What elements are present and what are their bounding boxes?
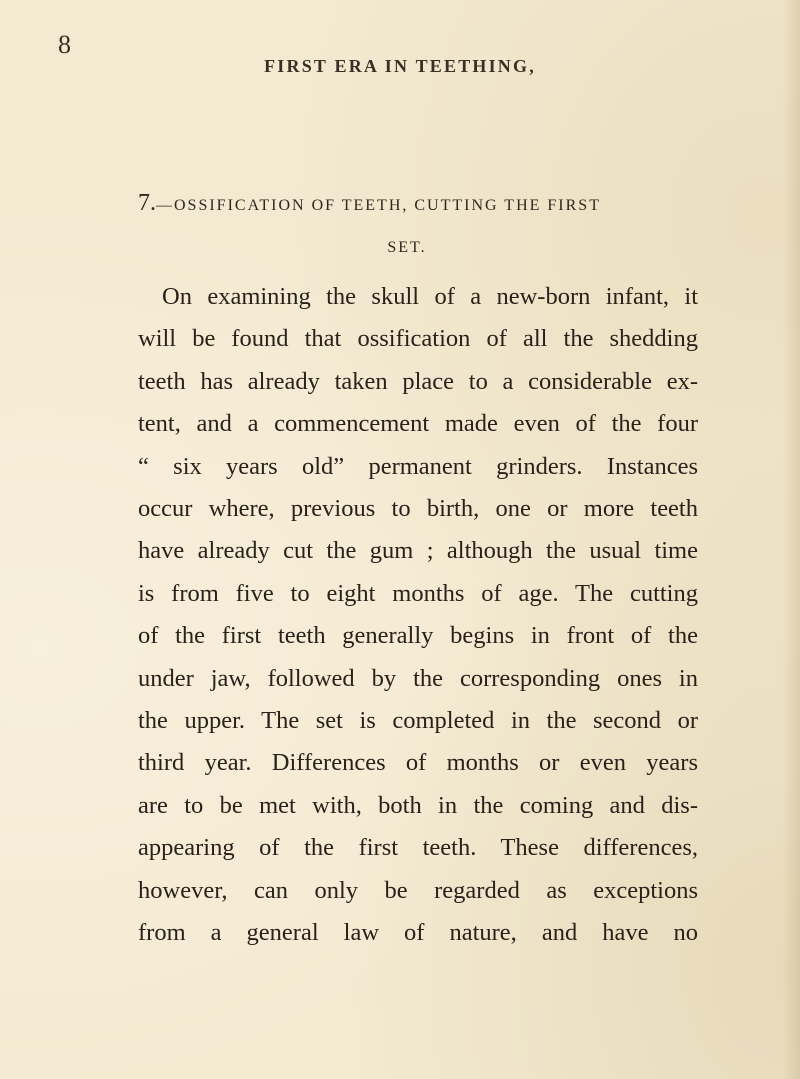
paragraph-line: however, can only be regarded as exceptions (138, 876, 698, 904)
paragraph-line: the upper. The set is completed in the second or (138, 707, 698, 735)
paragraph-line: will be found that ossification of all the shedding (138, 325, 698, 353)
paragraph-line: teeth has already taken place to a considerable ex- (138, 367, 698, 395)
paragraph-line: appearing of the first teeth. These differences, (138, 834, 698, 862)
paragraph-line: are to be met with, both in the coming and dis- (138, 791, 698, 819)
paragraph-line: under jaw, followed by the corresponding ones in (138, 664, 698, 692)
paragraph-line: is from five to eight months of age. The cutting (138, 579, 698, 607)
section-heading (138, 176, 758, 275)
paragraph-line: On examining the skull of a new-born infant, it (162, 283, 698, 310)
section-number: 7. (138, 190, 156, 216)
page-number: 8 (58, 30, 71, 59)
paragraph-line: “ six years old” permanent grinders. Instances (138, 452, 698, 480)
section-title-line-2: SET. (387, 239, 427, 256)
page-edge-shadow (782, 0, 800, 1079)
section-title-line-1: —OSSIFICATION OF TEETH, CUTTING THE FIRST (156, 197, 601, 214)
paragraph-line: from a general law of nature, and have no (138, 919, 698, 947)
paragraph-line: occur where, previous to birth, one or more teeth (138, 495, 698, 523)
paragraph-line: third year. Differences of months or even years (138, 749, 698, 777)
paragraph-line: of the first teeth generally begins in front of the (138, 622, 698, 650)
paragraph-line: have already cut the gum ; although the usual time (138, 537, 698, 565)
running-head: FIRST ERA IN TEETHING, (264, 56, 536, 76)
paragraph-line: tent, and a commencement made even of the four (138, 410, 698, 438)
body-paragraph (138, 276, 698, 955)
